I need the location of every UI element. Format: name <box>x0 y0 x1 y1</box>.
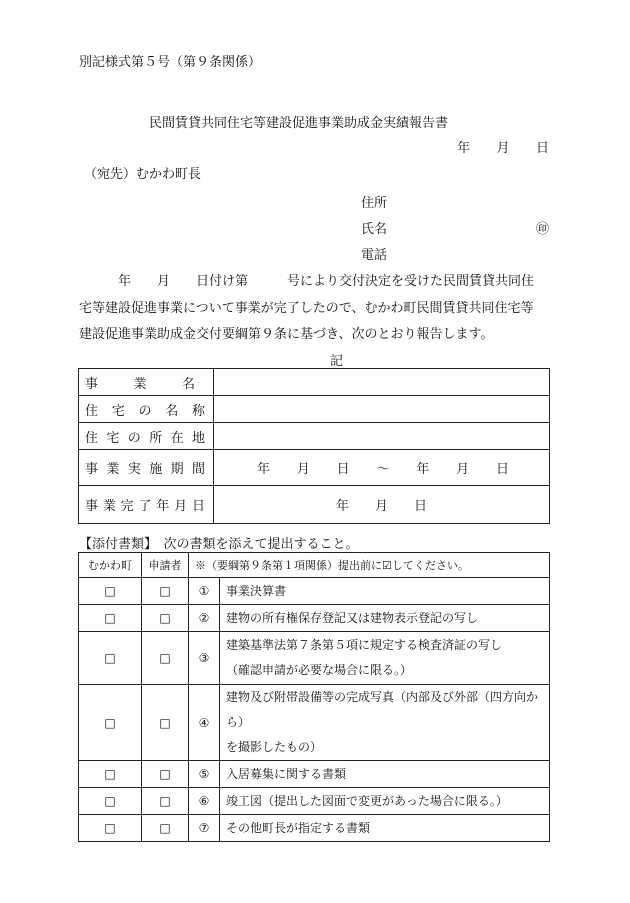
value-housing-name[interactable] <box>214 396 550 423</box>
attachments-table <box>78 552 550 842</box>
item-desc-4: 建物及び附帯設備等の完成写真（内部及び外部（四方向から） を撮影したもの） <box>220 685 550 761</box>
date-line <box>457 137 549 156</box>
attachments-heading: 【添付書類】 次の書類を添えて提出すること。 <box>79 537 359 552</box>
seal-mark: ㊞ <box>536 222 550 237</box>
body-line-1: 年 月 日付け第 号により交付決定を受けた民間賃貸共同住 <box>118 274 535 289</box>
period-start-month: 月 <box>296 462 310 477</box>
table-row <box>79 486 550 524</box>
table-row <box>79 761 550 788</box>
value-project-name[interactable] <box>214 369 550 396</box>
table-row <box>79 788 550 815</box>
checkbox-town-5[interactable]: □ <box>79 761 142 788</box>
checkbox-applicant-4[interactable]: □ <box>142 685 189 761</box>
table-row <box>79 605 550 632</box>
completion-day: 日 <box>413 499 427 514</box>
completion-year: 年 <box>336 499 350 514</box>
period-end-day: 日 <box>495 462 509 477</box>
col-header-applicant: 申請者 <box>142 553 189 578</box>
form-number: 別記様式第５号（第９条関係） <box>79 55 262 70</box>
document-title: 民間賃貸共同住宅等建設促進事業助成金実績報告書 <box>149 116 449 131</box>
value-project-period[interactable] <box>214 450 550 486</box>
name-label: 氏名 <box>361 222 388 237</box>
item-number-7: ⑦ <box>189 815 220 842</box>
label-housing-location: 住宅の所在地 <box>79 423 214 450</box>
checkbox-town-3[interactable]: □ <box>79 632 142 685</box>
label-project-period: 事業実施期間 <box>79 450 214 486</box>
ki-marker: 記 <box>330 354 344 369</box>
checkbox-applicant-7[interactable]: □ <box>142 815 189 842</box>
item-desc-7: その他町長が指定する書類 <box>220 815 550 842</box>
table-row <box>79 396 550 423</box>
period-tilde: ～ <box>376 462 390 477</box>
item-number-6: ⑥ <box>189 788 220 815</box>
address-label: 住所 <box>361 196 388 211</box>
body-line-3: 建設促進事業助成金交付要綱第９条に基づき、次のとおり報告します。 <box>79 327 494 342</box>
item-desc-6: 竣工図（提出した図面で変更があった場合に限る。） <box>220 788 550 815</box>
label-completion-date: 事業完了年月日 <box>79 486 214 524</box>
body-line-2: 宅等建設促進事業について事業が完了したので、むかわ町民間賃貸共同住宅等 <box>79 301 534 316</box>
table-row <box>79 369 550 396</box>
day-label: 日 <box>535 141 549 156</box>
checkbox-town-7[interactable]: □ <box>79 815 142 842</box>
col-header-note: ※（要綱第９条第１項関係）提出前に☑してください。 <box>189 553 550 578</box>
item-number-1: ① <box>189 578 220 605</box>
table-row <box>79 632 550 685</box>
month-label: 月 <box>496 141 510 156</box>
item-number-2: ② <box>189 605 220 632</box>
checkbox-town-1[interactable]: □ <box>79 578 142 605</box>
item-desc-2: 建物の所有権保存登記又は建物表示登記の写し <box>220 605 550 632</box>
item-number-3: ③ <box>189 632 220 685</box>
value-housing-location[interactable] <box>214 423 550 450</box>
item-number-5: ⑤ <box>189 761 220 788</box>
period-end-month: 月 <box>456 462 470 477</box>
item-number-4: ④ <box>189 685 220 761</box>
period-start-day: 日 <box>336 462 350 477</box>
period-start-year: 年 <box>257 462 271 477</box>
phone-label: 電話 <box>361 248 388 263</box>
period-end-year: 年 <box>416 462 430 477</box>
item-desc-3: 建築基準法第７条第５項に規定する検査済証の写し （確認申請が必要な場合に限る。） <box>220 632 550 685</box>
year-label: 年 <box>457 141 471 156</box>
checkbox-applicant-6[interactable]: □ <box>142 788 189 815</box>
col-header-town: むかわ町 <box>79 553 142 578</box>
checkbox-town-2[interactable]: □ <box>79 605 142 632</box>
table-row <box>79 423 550 450</box>
item-desc-5: 入居募集に関する書類 <box>220 761 550 788</box>
checkbox-town-6[interactable]: □ <box>79 788 142 815</box>
project-info-table <box>78 368 550 524</box>
checkbox-applicant-3[interactable]: □ <box>142 632 189 685</box>
checkbox-applicant-5[interactable]: □ <box>142 761 189 788</box>
checkbox-applicant-2[interactable]: □ <box>142 605 189 632</box>
label-housing-name: 住宅の名称 <box>79 396 214 423</box>
table-row <box>79 450 550 486</box>
addressee: （宛先）むかわ町長 <box>84 167 202 182</box>
table-row <box>79 815 550 842</box>
value-completion-date[interactable] <box>214 486 550 524</box>
label-project-name: 事業名 <box>79 369 214 396</box>
table-header-row <box>79 553 550 578</box>
completion-month: 月 <box>374 499 388 514</box>
table-row <box>79 578 550 605</box>
checkbox-applicant-1[interactable]: □ <box>142 578 189 605</box>
checkbox-town-4[interactable]: □ <box>79 685 142 761</box>
item-desc-1: 事業決算書 <box>220 578 550 605</box>
table-row <box>79 685 550 761</box>
